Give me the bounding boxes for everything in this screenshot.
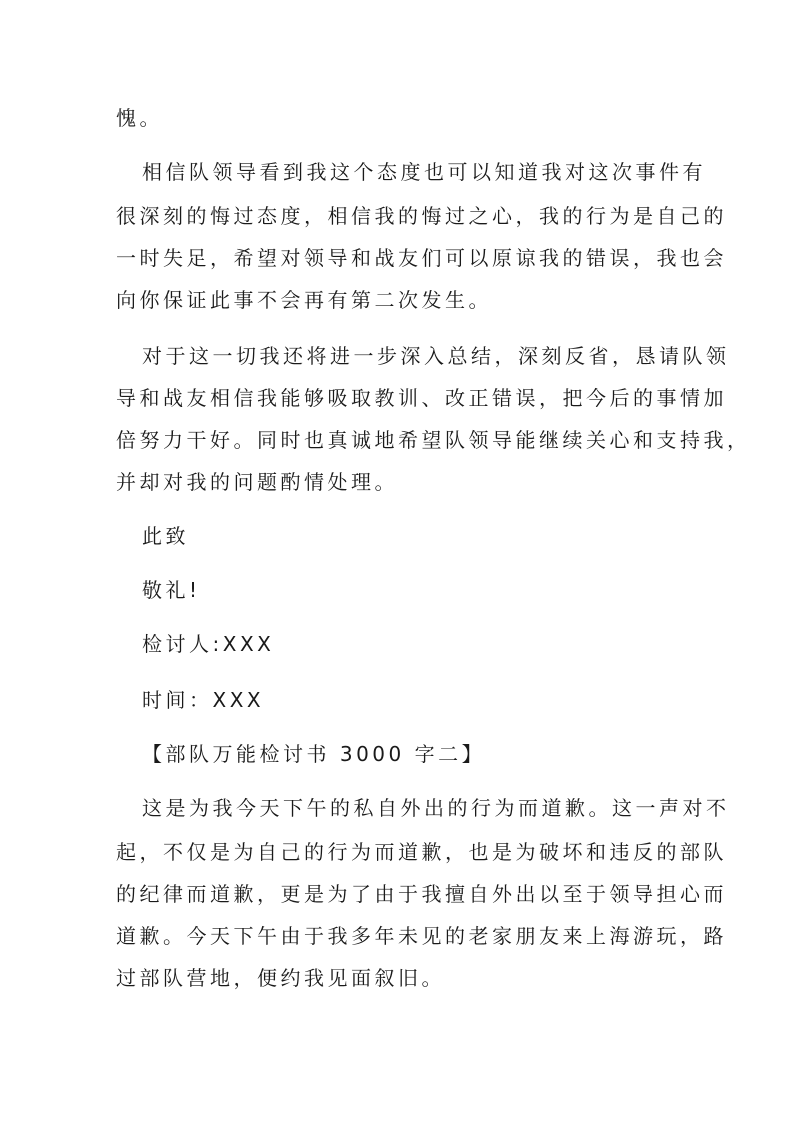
- signer-line: 检讨人:XXX: [142, 632, 275, 656]
- text-line: 很深刻的悔过态度，相信我的悔过之心，我的行为是自己的: [116, 204, 727, 228]
- closing-salutation: 此致: [142, 524, 189, 548]
- text-line: 相信队领导看到我这个态度也可以知道我对这次事件有: [142, 160, 706, 184]
- text-line: 一时失足，希望对领导和战友们可以原谅我的错误，我也会: [116, 246, 727, 270]
- text-line: 的纪律而道歉，更是为了由于我擅自外出以至于领导担心而: [116, 882, 727, 906]
- text-line: 并却对我的问题酌情处理。: [116, 470, 398, 494]
- text-line: 对于这一切我还将进一步深入总结，深刻反省，恳请队领: [142, 344, 730, 368]
- text-line: 倍努力干好。同时也真诚地希望队领导能继续关心和支持我，: [116, 428, 751, 452]
- text-line: 道歉。今天下午由于我多年未见的老家朋友来上海游玩，路: [116, 924, 727, 948]
- text-line: 愧。: [116, 106, 163, 130]
- closing-regards: 敬礼!: [142, 578, 201, 602]
- text-line: 起，不仅是为自己的行为而道歉，也是为破坏和违反的部队: [116, 840, 727, 864]
- text-line: 这是为我今天下午的私自外出的行为而道歉。这一声对不: [142, 796, 730, 820]
- date-line: 时间：XXX: [142, 688, 265, 712]
- text-line: 向你保证此事不会再有第二次发生。: [116, 288, 492, 312]
- text-line: 过部队营地，便约我见面叙旧。: [116, 966, 445, 990]
- text-line: 导和战友相信我能够吸取教训、改正错误，把今后的事情加: [116, 386, 727, 410]
- section-heading: 【部队万能检讨书 3000 字二】: [142, 742, 486, 766]
